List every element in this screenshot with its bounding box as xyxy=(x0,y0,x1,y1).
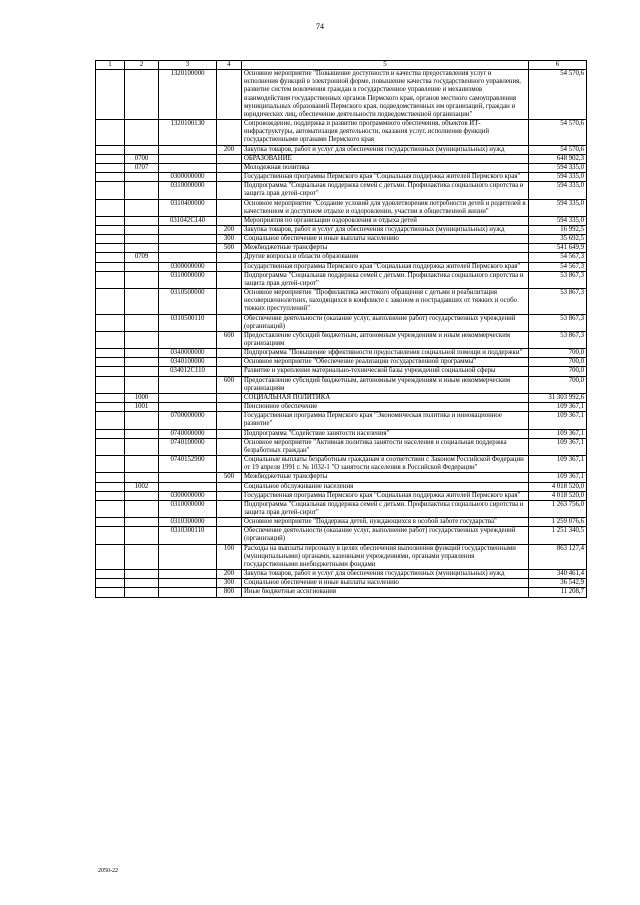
col-1-cell xyxy=(96,154,125,163)
expense-type-cell xyxy=(217,393,242,402)
table-row xyxy=(96,456,587,473)
section-code-cell xyxy=(125,120,159,145)
amount-cell: 11 208,7 xyxy=(529,588,587,597)
table-row xyxy=(96,491,587,500)
description-cell: Подпрограмма "Содействие занятости населения" xyxy=(242,429,529,438)
target-article-cell xyxy=(159,579,217,588)
description-cell: Основное мероприятие "Повышение доступности и качества предоставления услуг и исполнения функций в электронной форме, повышение качества государственного управления, развитие систем вовлечения граждан в государственное управление и механизмов взаимодействия государственных органов Пермского края, органов местного самоуправления муниципальных образований Пермского края, подведомственных им организаций, граждан и юридических лиц, обеспечение деятельности подведомственной организации" xyxy=(242,70,529,120)
description-cell: Основное мероприятие "Поддержка детей, нуждающихся в особой заботе государства" xyxy=(242,518,529,527)
description-cell: Пенсионное обеспечение xyxy=(242,403,529,412)
target-article-cell: 0740100000 xyxy=(159,438,217,455)
amount-cell: 700,0 xyxy=(529,367,587,376)
section-code-cell xyxy=(125,429,159,438)
table-row xyxy=(96,271,587,288)
table-row xyxy=(96,579,587,588)
section-code-cell xyxy=(125,289,159,314)
target-article-cell xyxy=(159,570,217,579)
expense-type-cell xyxy=(217,518,242,527)
amount-cell: 1 263 756,0 xyxy=(529,500,587,517)
amount-cell: 4 018 520,0 xyxy=(529,491,587,500)
expense-type-cell xyxy=(217,182,242,199)
description-cell: Закупка товаров, работ и услуг для обеспечения государственных (муниципальных) нужд xyxy=(242,145,529,154)
table-row xyxy=(96,500,587,517)
target-article-cell xyxy=(159,145,217,154)
description-cell: Иные бюджетные ассигнования xyxy=(242,588,529,597)
column-number-header-row xyxy=(96,61,587,70)
expense-type-cell xyxy=(217,173,242,182)
description-cell: Социальное обеспечение и иные выплаты населению xyxy=(242,235,529,244)
amount-cell: 541 649,9 xyxy=(529,244,587,253)
col-1-cell xyxy=(96,403,125,412)
table-row xyxy=(96,349,587,358)
col-1-cell xyxy=(96,314,125,331)
amount-cell: 53 867,3 xyxy=(529,331,587,348)
target-article-cell: 1320100000 xyxy=(159,70,217,120)
description-cell: Подпрограмма "Социальная поддержка семей с детьми. Профилактика социального сиротства и защита прав детей-сирот" xyxy=(242,182,529,199)
expense-type-cell xyxy=(217,120,242,145)
table-row xyxy=(96,145,587,154)
section-code-cell xyxy=(125,491,159,500)
expense-type-cell: 300 xyxy=(217,579,242,588)
target-article-cell: 0300000000 xyxy=(159,491,217,500)
target-article-cell: 0310300110 xyxy=(159,527,217,544)
description-cell: Обеспечение деятельности (оказание услуг, выполнение работ) государственных учреждений (организаций) xyxy=(242,527,529,544)
table-row xyxy=(96,163,587,172)
target-article-cell xyxy=(159,403,217,412)
header-cell: 4 xyxy=(217,61,242,70)
amount-cell: 109 367,1 xyxy=(529,403,587,412)
description-cell: Предоставление субсидий бюджетным, автономным учреждениям и иным некоммерческим организациям xyxy=(242,376,529,393)
amount-cell: 340 461,4 xyxy=(529,570,587,579)
description-cell: СОЦИАЛЬНАЯ ПОЛИТИКА xyxy=(242,393,529,402)
col-1-cell xyxy=(96,358,125,367)
table-row xyxy=(96,544,587,569)
target-article-cell xyxy=(159,244,217,253)
section-code-cell xyxy=(125,262,159,271)
amount-cell: 1 251 340,5 xyxy=(529,527,587,544)
description-cell: Основное мероприятие "Создание условий для удовлетворения потребности детей и родителей в качественном и доступном отдыхе и оздоровлении, участии в общественной жизни" xyxy=(242,199,529,216)
description-cell: Государственная программа Пермского края "Социальная поддержка жителей Пермского края" xyxy=(242,491,529,500)
col-1-cell xyxy=(96,271,125,288)
section-code-cell xyxy=(125,216,159,225)
target-article-cell: 031042С140 xyxy=(159,216,217,225)
expense-type-cell xyxy=(217,199,242,216)
table-row xyxy=(96,473,587,482)
table-row xyxy=(96,367,587,376)
target-article-cell: 0310000000 xyxy=(159,500,217,517)
section-code-cell xyxy=(125,173,159,182)
col-1-cell xyxy=(96,289,125,314)
target-article-cell xyxy=(159,253,217,262)
col-1-cell xyxy=(96,244,125,253)
amount-cell: 16 992,5 xyxy=(529,225,587,234)
amount-cell: 31 303 992,6 xyxy=(529,393,587,402)
expense-type-cell xyxy=(217,358,242,367)
col-1-cell xyxy=(96,216,125,225)
section-code-cell xyxy=(125,456,159,473)
section-code-cell xyxy=(125,500,159,517)
expense-type-cell xyxy=(217,314,242,331)
target-article-cell xyxy=(159,331,217,348)
col-1-cell xyxy=(96,518,125,527)
target-article-cell: 0310500110 xyxy=(159,314,217,331)
description-cell: Подпрограмма "Социальная поддержка семей с детьми. Профилактика социального сиротства и защита прав детей-сирот" xyxy=(242,271,529,288)
section-code-cell xyxy=(125,367,159,376)
section-code-cell xyxy=(125,527,159,544)
description-cell: Обеспечение деятельности (оказание услуг, выполнение работ) государственных учреждений (организаций) xyxy=(242,314,529,331)
expense-type-cell: 200 xyxy=(217,145,242,154)
expense-type-cell xyxy=(217,491,242,500)
target-article-cell xyxy=(159,473,217,482)
header-cell: 6 xyxy=(529,61,587,70)
description-cell: Государственная программа Пермского края "Экономическая политика и инновационное развитие" xyxy=(242,412,529,429)
section-code-cell xyxy=(125,244,159,253)
target-article-cell xyxy=(159,544,217,569)
description-cell: ОБРАЗОВАНИЕ xyxy=(242,154,529,163)
target-article-cell: 0310500000 xyxy=(159,289,217,314)
section-code-cell xyxy=(125,412,159,429)
section-code-cell xyxy=(125,588,159,597)
expense-type-cell: 600 xyxy=(217,376,242,393)
amount-cell: 35 692,5 xyxy=(529,235,587,244)
table-row xyxy=(96,182,587,199)
description-cell: Межбюджетные трансферты xyxy=(242,244,529,253)
col-1-cell xyxy=(96,579,125,588)
table-row xyxy=(96,429,587,438)
description-cell: Закупка товаров, работ и услуг для обеспечения государственных (муниципальных) нужд xyxy=(242,225,529,234)
table-row xyxy=(96,376,587,393)
section-code-cell: 1001 xyxy=(125,403,159,412)
expense-type-cell xyxy=(217,262,242,271)
col-1-cell xyxy=(96,120,125,145)
amount-cell: 4 018 520,0 xyxy=(529,482,587,491)
description-cell: Основное мероприятие "Обеспечение реализации государственной программы" xyxy=(242,358,529,367)
table-row xyxy=(96,527,587,544)
amount-cell: 594 335,0 xyxy=(529,182,587,199)
amount-cell: 594 335,0 xyxy=(529,163,587,172)
amount-cell: 594 335,0 xyxy=(529,173,587,182)
target-article-cell xyxy=(159,588,217,597)
description-cell: Подпрограмма "Повышение эффективности предоставления социальной помощи и поддержки" xyxy=(242,349,529,358)
target-article-cell: 0310400000 xyxy=(159,199,217,216)
expense-type-cell xyxy=(217,163,242,172)
col-1-cell xyxy=(96,145,125,154)
description-cell: Социальное обеспечение и иные выплаты населению xyxy=(242,579,529,588)
target-article-cell: 0740000000 xyxy=(159,429,217,438)
table-row xyxy=(96,154,587,163)
section-code-cell xyxy=(125,199,159,216)
table-row xyxy=(96,438,587,455)
header-cell: 3 xyxy=(159,61,217,70)
target-article-cell: 0310000000 xyxy=(159,271,217,288)
expense-type-cell xyxy=(217,412,242,429)
amount-cell: 54 570,6 xyxy=(529,120,587,145)
description-cell: Социальное обслуживание населения xyxy=(242,482,529,491)
amount-cell: 594 335,0 xyxy=(529,199,587,216)
target-article-cell: 0300000000 xyxy=(159,173,217,182)
section-code-cell xyxy=(125,518,159,527)
col-1-cell xyxy=(96,376,125,393)
description-cell: Основное мероприятие "Профилактика жестокого обращения с детьми и реабилитация несовершеннолетних, находящихся в конфликте с законом и пострадавших от тяжких и особо тяжких преступлений" xyxy=(242,289,529,314)
description-cell: Закупка товаров, работ и услуг для обеспечения государственных (муниципальных) нужд xyxy=(242,570,529,579)
expense-type-cell xyxy=(217,70,242,120)
expense-type-cell xyxy=(217,456,242,473)
expense-type-cell: 200 xyxy=(217,225,242,234)
description-cell: Другие вопросы в области образования xyxy=(242,253,529,262)
col-1-cell xyxy=(96,173,125,182)
amount-cell: 109 367,1 xyxy=(529,412,587,429)
section-code-cell: 0709 xyxy=(125,253,159,262)
section-code-cell: 0700 xyxy=(125,154,159,163)
description-cell: Основное мероприятие "Активная политика занятости населения и социальная поддержка безработных граждан" xyxy=(242,438,529,455)
expense-type-cell: 600 xyxy=(217,331,242,348)
expense-type-cell xyxy=(217,367,242,376)
table-row xyxy=(96,225,587,234)
table-row xyxy=(96,393,587,402)
table-row xyxy=(96,244,587,253)
section-code-cell: 0707 xyxy=(125,163,159,172)
section-code-cell xyxy=(125,182,159,199)
amount-cell: 700,0 xyxy=(529,376,587,393)
expense-type-cell: 100 xyxy=(217,544,242,569)
expense-type-cell xyxy=(217,349,242,358)
target-article-cell: 1320100130 xyxy=(159,120,217,145)
col-1-cell xyxy=(96,412,125,429)
amount-cell: 109 367,1 xyxy=(529,438,587,455)
col-1-cell xyxy=(96,199,125,216)
section-code-cell xyxy=(125,438,159,455)
table-row xyxy=(96,518,587,527)
description-cell: Мероприятия по организации оздоровления и отдыха детей xyxy=(242,216,529,225)
section-code-cell xyxy=(125,145,159,154)
target-article-cell xyxy=(159,393,217,402)
description-cell: Молодежная политика xyxy=(242,163,529,172)
target-article-cell xyxy=(159,376,217,393)
amount-cell: 53 867,3 xyxy=(529,289,587,314)
description-cell: Расходы на выплаты персоналу в целях обеспечения выполнения функций государственными (муниципальными) органами, казенными учреждениями, органами управления государственными внебюджетными фондами xyxy=(242,544,529,569)
table-row xyxy=(96,235,587,244)
expense-type-cell xyxy=(217,500,242,517)
description-cell: Государственная программа Пермского края "Социальная поддержка жителей Пермского края" xyxy=(242,173,529,182)
expense-type-cell xyxy=(217,438,242,455)
col-1-cell xyxy=(96,182,125,199)
section-code-cell xyxy=(125,225,159,234)
description-cell: Развитие и укрепление материально-технической базы учреждений социальной сферы xyxy=(242,367,529,376)
table-row xyxy=(96,570,587,579)
header-cell: 5 xyxy=(242,61,529,70)
table-row xyxy=(96,314,587,331)
section-code-cell xyxy=(125,70,159,120)
table-row xyxy=(96,216,587,225)
col-1-cell xyxy=(96,570,125,579)
target-article-cell: 0340100000 xyxy=(159,358,217,367)
col-1-cell xyxy=(96,331,125,348)
col-1-cell xyxy=(96,70,125,120)
section-code-cell xyxy=(125,349,159,358)
amount-cell: 54 570,6 xyxy=(529,70,587,120)
col-1-cell xyxy=(96,456,125,473)
table-row xyxy=(96,262,587,271)
amount-cell: 594 335,0 xyxy=(529,216,587,225)
amount-cell: 1 259 076,6 xyxy=(529,518,587,527)
section-code-cell: 1000 xyxy=(125,393,159,402)
header-cell: 2 xyxy=(125,61,159,70)
col-1-cell xyxy=(96,367,125,376)
amount-cell: 863 127,4 xyxy=(529,544,587,569)
target-article-cell: 0740152900 xyxy=(159,456,217,473)
footer-code: 2050-22 xyxy=(98,868,118,874)
amount-cell: 109 367,1 xyxy=(529,456,587,473)
col-1-cell xyxy=(96,393,125,402)
table-row xyxy=(96,588,587,597)
col-1-cell xyxy=(96,527,125,544)
expense-type-cell: 500 xyxy=(217,244,242,253)
col-1-cell xyxy=(96,588,125,597)
target-article-cell: 0340000000 xyxy=(159,349,217,358)
section-code-cell: 1002 xyxy=(125,482,159,491)
col-1-cell xyxy=(96,482,125,491)
amount-cell: 109 367,1 xyxy=(529,473,587,482)
table-row xyxy=(96,120,587,145)
amount-cell: 648 902,3 xyxy=(529,154,587,163)
expense-type-cell: 300 xyxy=(217,235,242,244)
amount-cell: 54 567,3 xyxy=(529,262,587,271)
target-article-cell xyxy=(159,235,217,244)
target-article-cell: 0310000000 xyxy=(159,182,217,199)
description-cell: Подпрограмма "Социальная поддержка семей с детьми. Профилактика социального сиротства и защита прав детей-сирот" xyxy=(242,500,529,517)
expense-type-cell xyxy=(217,429,242,438)
section-code-cell xyxy=(125,579,159,588)
table-row xyxy=(96,482,587,491)
target-article-cell xyxy=(159,154,217,163)
expense-type-cell: 200 xyxy=(217,570,242,579)
amount-cell: 53 867,3 xyxy=(529,314,587,331)
col-1-cell xyxy=(96,544,125,569)
section-code-cell xyxy=(125,331,159,348)
amount-cell: 54 570,6 xyxy=(529,145,587,154)
table-row xyxy=(96,358,587,367)
section-code-cell xyxy=(125,314,159,331)
amount-cell: 700,0 xyxy=(529,358,587,367)
description-cell: Социальные выплаты безработным гражданам в соответствии с Законом Российской Федерации от 19 апреля 1991 г. № 1032-1 "О занятости населения в Российской Федерации" xyxy=(242,456,529,473)
target-article-cell: 0310300000 xyxy=(159,518,217,527)
expense-type-cell: 800 xyxy=(217,588,242,597)
col-1-cell xyxy=(96,500,125,517)
section-code-cell xyxy=(125,544,159,569)
table-row xyxy=(96,253,587,262)
expense-type-cell xyxy=(217,289,242,314)
description-cell: Межбюджетные трансферты xyxy=(242,473,529,482)
description-cell: Государственная программа Пермского края "Социальная поддержка жителей Пермского края" xyxy=(242,262,529,271)
description-cell: Сопровождение, поддержка и развитие программного обеспечения, объектов ИТ-инфраструктуры, автоматизация деятельности, оказания услуг, исполнения функций государственными органами Пермского края xyxy=(242,120,529,145)
expense-type-cell xyxy=(217,527,242,544)
header-cell: 1 xyxy=(96,61,125,70)
col-1-cell xyxy=(96,253,125,262)
expense-type-cell xyxy=(217,253,242,262)
col-1-cell xyxy=(96,491,125,500)
expense-type-cell xyxy=(217,154,242,163)
amount-cell: 54 567,3 xyxy=(529,253,587,262)
target-article-cell xyxy=(159,163,217,172)
table-row xyxy=(96,70,587,120)
section-code-cell xyxy=(125,376,159,393)
target-article-cell: 0300000000 xyxy=(159,262,217,271)
section-code-cell xyxy=(125,358,159,367)
description-cell: Предоставление субсидий бюджетным, автономным учреждениям и иным некоммерческим организациям xyxy=(242,331,529,348)
expense-type-cell xyxy=(217,403,242,412)
col-1-cell xyxy=(96,429,125,438)
expense-type-cell xyxy=(217,482,242,491)
budget-expenditure-table xyxy=(95,60,587,598)
col-1-cell xyxy=(96,163,125,172)
target-article-cell xyxy=(159,482,217,491)
col-1-cell xyxy=(96,473,125,482)
target-article-cell: 034012С110 xyxy=(159,367,217,376)
table-body xyxy=(96,61,587,598)
col-1-cell xyxy=(96,225,125,234)
col-1-cell xyxy=(96,262,125,271)
table-row xyxy=(96,331,587,348)
amount-cell: 36 542,9 xyxy=(529,579,587,588)
col-1-cell xyxy=(96,235,125,244)
table-row xyxy=(96,199,587,216)
section-code-cell xyxy=(125,570,159,579)
section-code-cell xyxy=(125,235,159,244)
expense-type-cell: 500 xyxy=(217,473,242,482)
table-row xyxy=(96,173,587,182)
section-code-cell xyxy=(125,271,159,288)
col-1-cell xyxy=(96,349,125,358)
col-1-cell xyxy=(96,438,125,455)
target-article-cell xyxy=(159,225,217,234)
table-row xyxy=(96,289,587,314)
expense-type-cell xyxy=(217,216,242,225)
table-row xyxy=(96,403,587,412)
amount-cell: 109 367,1 xyxy=(529,429,587,438)
section-code-cell xyxy=(125,473,159,482)
amount-cell: 53 867,3 xyxy=(529,271,587,288)
amount-cell: 700,0 xyxy=(529,349,587,358)
table-row xyxy=(96,412,587,429)
expense-type-cell xyxy=(217,271,242,288)
target-article-cell: 0700000000 xyxy=(159,412,217,429)
page-number: 74 xyxy=(316,22,324,31)
